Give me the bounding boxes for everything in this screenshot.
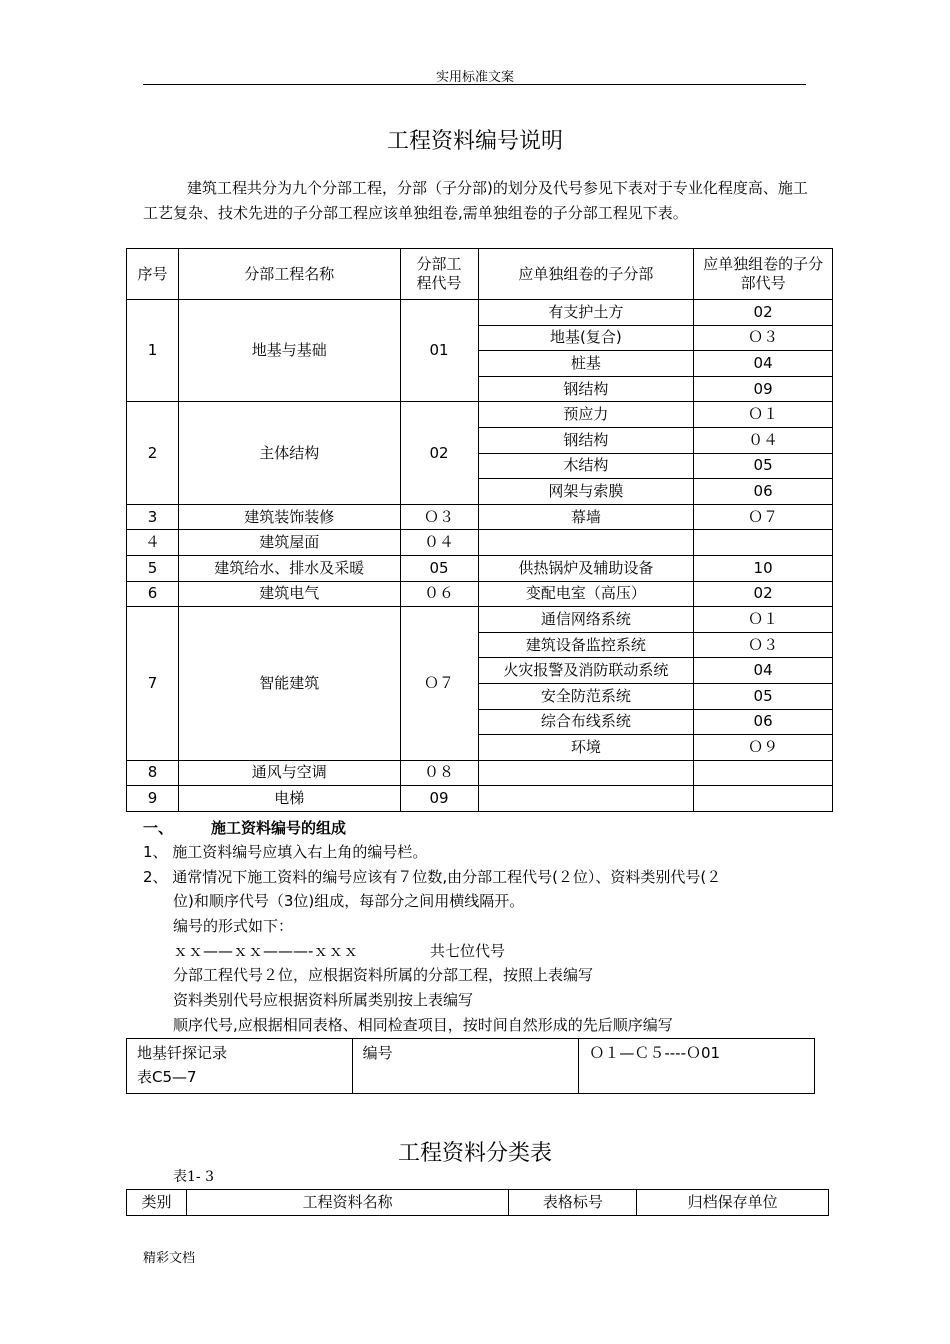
code-format-note: 共七位代号	[430, 942, 506, 960]
header-rule	[143, 84, 806, 85]
subdivision-name-cell: 钢结构	[478, 376, 694, 402]
subdivision-code-cell: 05	[694, 683, 833, 709]
division-code-cell: ０４	[400, 530, 478, 556]
list-item: 分部工程代号２位，应根据资料所属的分部工程，按照上表编写	[173, 966, 594, 984]
subdivision-code-cell: Ｏ１	[694, 402, 833, 428]
subdivision-name-cell	[478, 760, 694, 786]
row-number-cell: 3	[127, 504, 179, 530]
division-name-cell: 建筑屋面	[178, 530, 400, 556]
subdivision-name-cell: 变配电室（高压）	[478, 581, 694, 607]
division-code-table	[126, 248, 833, 812]
subdivision-code-cell	[694, 530, 833, 556]
subdivision-code-cell: 06	[694, 479, 833, 505]
header-cell: 分部工程名称	[178, 249, 400, 300]
list-item: 编号的形式如下：	[173, 917, 294, 935]
table-row	[127, 786, 833, 812]
example-table	[126, 1038, 815, 1094]
row-number-cell: 6	[127, 581, 179, 607]
division-code-cell: 05	[400, 555, 478, 581]
subdivision-name-cell: 供热锅炉及辅助设备	[478, 555, 694, 581]
subdivision-code-cell: Ｏ７	[694, 504, 833, 530]
classification-table	[126, 1189, 829, 1216]
subdivision-name-cell	[478, 530, 694, 556]
list-item: 资料类别代号应根据资料所属类别按上表编写	[173, 991, 474, 1009]
row-number-cell: ４	[127, 530, 179, 556]
section-heading	[143, 817, 346, 838]
list-item: 1、 施工资料编号应填入右上角的编号栏。	[143, 843, 428, 861]
header-cell: 序号	[127, 249, 179, 300]
intro-paragraph: 建筑工程共分为九个分部工程，分部（子分部)的划分及代号参见下表对于专业化程度高、施工工艺复杂、技术先进的子分部工程应该单独组卷,需单独组卷的子分部工程见下表。	[143, 179, 808, 222]
division-code-cell: 02	[400, 402, 478, 504]
table-header-row	[127, 249, 833, 300]
subdivision-name-cell: 地基(复合)	[478, 325, 694, 351]
subdivision-code-cell	[694, 760, 833, 786]
row-number-cell: 2	[127, 402, 179, 504]
table-row	[127, 607, 833, 633]
subdivision-name-cell: 有支护土方	[478, 300, 694, 326]
subdivision-name-cell	[478, 786, 694, 812]
example-name: 地基钎探记录	[137, 1044, 228, 1062]
subdivision-name-cell: 通信网络系统	[478, 607, 694, 633]
subdivision-name-cell: 火灾报警及消防联动系统	[478, 658, 694, 684]
subdivision-code-cell: ０４	[694, 427, 833, 453]
division-code-cell: ０６	[400, 581, 478, 607]
subdivision-name-cell: 安全防范系统	[478, 683, 694, 709]
subdivision-code-cell: 10	[694, 555, 833, 581]
list-item: 顺序代号,应根据相同表格、相同检查项目，按时间自然形成的先后顺序编写	[173, 1016, 673, 1034]
code-format: ｘｘ——ｘｘ———-ｘｘｘ	[173, 942, 359, 960]
header-cell: 归档保存单位	[637, 1190, 829, 1216]
row-number-cell: 5	[127, 555, 179, 581]
subdivision-name-cell: 幕墙	[478, 504, 694, 530]
division-name-cell: 地基与基础	[178, 300, 400, 402]
page-footer: 精彩文档	[143, 1251, 196, 1266]
header-cell: 工程资料名称	[186, 1190, 509, 1216]
table-row	[127, 402, 833, 428]
division-name-cell: 通风与空调	[178, 760, 400, 786]
table-row	[127, 504, 833, 530]
division-name-cell: 智能建筑	[178, 607, 400, 761]
subdivision-name-cell: 建筑设备监控系统	[478, 632, 694, 658]
subdivision-code-cell	[694, 786, 833, 812]
subdivision-code-cell: 04	[694, 658, 833, 684]
subdivision-code-cell: 02	[694, 300, 833, 326]
row-number-cell: 1	[127, 300, 179, 402]
division-code-cell: Ｏ３	[400, 504, 478, 530]
subdivision-code-cell: Ｏ９	[694, 735, 833, 761]
table-number: 表1- 3	[173, 1169, 214, 1185]
division-code-cell: Ｏ７	[400, 607, 478, 761]
list-item: 2、 通常情况下施工资料的编号应该有７位数,由分部工程代号(２位）、资料类别代号(２	[143, 868, 722, 886]
division-name-cell: 主体结构	[178, 402, 400, 504]
table-row	[127, 300, 833, 326]
subdivision-code-cell: 04	[694, 351, 833, 377]
row-number-cell: 9	[127, 786, 179, 812]
table-row	[127, 555, 833, 581]
header-cell: 分部工程代号	[400, 249, 478, 300]
division-name-cell: 建筑给水、排水及采暖	[178, 555, 400, 581]
subdivision-name-cell: 网架与索膜	[478, 479, 694, 505]
division-code-cell: ０８	[400, 760, 478, 786]
example-name-cell	[127, 1039, 353, 1094]
example-form: 表C5—7	[137, 1068, 197, 1086]
example-label-cell: 编号	[352, 1039, 579, 1094]
subdivision-name-cell: 木结构	[478, 453, 694, 479]
subdivision-code-cell: Ｏ３	[694, 632, 833, 658]
division-name-cell: 电梯	[178, 786, 400, 812]
subdivision-name-cell: 桩基	[478, 351, 694, 377]
subdivision-name-cell: 预应力	[478, 402, 694, 428]
table-row	[127, 530, 833, 556]
subdivision-code-cell: Ｏ１	[694, 607, 833, 633]
subdivision-code-cell: Ｏ３	[694, 325, 833, 351]
page-header: 实用标准文案	[435, 70, 514, 85]
section-title-classification: 工程资料分类表	[397, 1141, 552, 1166]
table-row	[127, 581, 833, 607]
example-value-cell: Ｏ１—Ｃ５----Ｏ01	[579, 1039, 815, 1094]
subdivision-name-cell: 环境	[478, 735, 694, 761]
division-code-cell: 09	[400, 786, 478, 812]
header-cell: 应单独组卷的子分部代号	[694, 249, 833, 300]
division-name-cell: 建筑电气	[178, 581, 400, 607]
subdivision-code-cell: 05	[694, 453, 833, 479]
table-row	[127, 760, 833, 786]
row-number-cell: 8	[127, 760, 179, 786]
page-title: 工程资料编号说明	[386, 129, 563, 154]
subdivision-code-cell: 09	[694, 376, 833, 402]
subdivision-name-cell: 钢结构	[478, 427, 694, 453]
header-cell: 应单独组卷的子分部	[478, 249, 694, 300]
header-cell: 表格标号	[509, 1190, 637, 1216]
division-name-cell: 建筑装饰装修	[178, 504, 400, 530]
subdivision-code-cell: 02	[694, 581, 833, 607]
header-cell: 类别	[127, 1190, 187, 1216]
section-title: 施工资料编号的组成	[211, 819, 347, 837]
section-number: 一、	[143, 819, 174, 837]
list-item: 位)和顺序代号（3位)组成，每部分之间用横线隔开。	[173, 892, 525, 910]
subdivision-name-cell: 综合布线系统	[478, 709, 694, 735]
division-code-cell: 01	[400, 300, 478, 402]
subdivision-code-cell: 06	[694, 709, 833, 735]
row-number-cell: 7	[127, 607, 179, 761]
table-header-row	[127, 1190, 829, 1216]
